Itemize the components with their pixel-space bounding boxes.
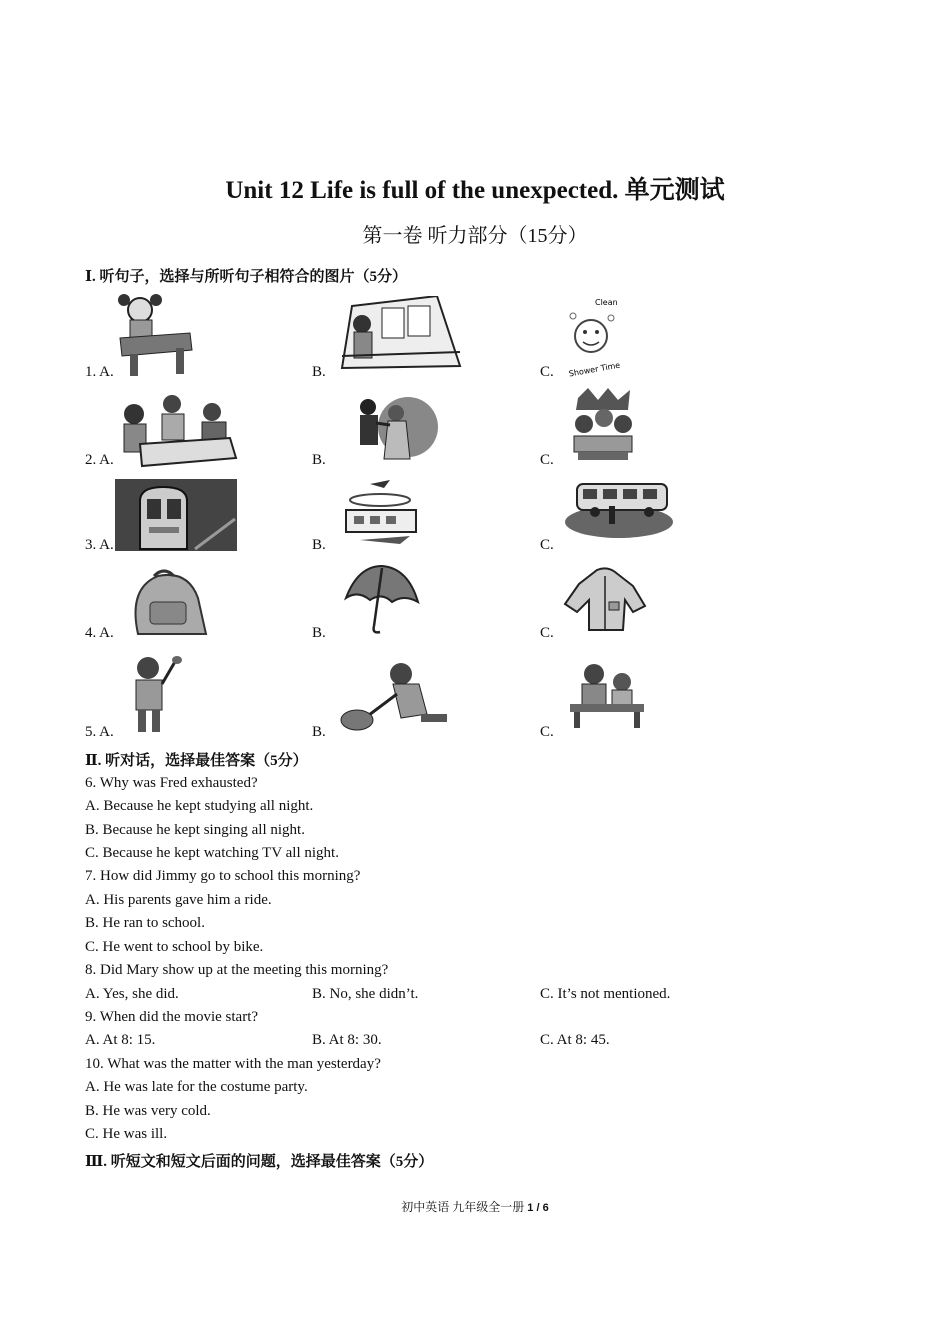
row-2-label-a: 2. A.	[85, 452, 114, 468]
row-1-label-c: C.	[540, 364, 554, 380]
page-title: Unit 12 Life is full of the unexpected. 单元测试	[225, 177, 725, 204]
row-5-label-b: B.	[312, 724, 326, 740]
row-4-label-b: B.	[312, 625, 326, 641]
question-7-option-c: C. He went to school by bike.	[85, 939, 264, 955]
clean-text: Clean	[595, 298, 618, 307]
section-2-heading: Ⅱ. 听对话，选择最佳答案（5分）	[85, 753, 308, 769]
boy-vacuuming-picture	[335, 658, 450, 734]
row-1-label-b: B.	[312, 364, 326, 380]
row-5-label-c: C.	[540, 724, 554, 740]
question-6-option-c: C. Because he kept watching TV all night.	[85, 845, 339, 861]
bus-stop-picture	[563, 478, 675, 540]
question-10-option-a: A. He was late for the costume party.	[85, 1079, 308, 1095]
backpack-picture	[118, 568, 213, 638]
family-on-bench-picture	[566, 660, 648, 730]
question-10-option-c: C. He was ill.	[85, 1126, 168, 1142]
row-3-label-c: C.	[540, 537, 554, 553]
row-2-label-b: B.	[312, 452, 326, 468]
question-6: 6. Why was Fred exhausted?	[85, 775, 258, 791]
question-9-option-c: C. At 8: 45.	[540, 1032, 610, 1048]
footer-text: 初中英语 九年级全一册	[401, 1200, 528, 1214]
page-number: 1 / 6	[527, 1202, 549, 1214]
page-footer	[0, 1198, 950, 1215]
question-8-option-c: C. It’s not mentioned.	[540, 986, 671, 1002]
question-10-option-b: B. He was very cold.	[85, 1103, 211, 1119]
raincoat-picture	[563, 566, 647, 634]
row-4-label-c: C.	[540, 625, 554, 641]
question-7-option-a: A. His parents gave him a ride.	[85, 892, 272, 908]
row-3-label-b: B.	[312, 537, 326, 553]
section-3-heading: Ⅲ. 听短文和短文后面的问题，选择最佳答案（5分）	[85, 1154, 434, 1170]
question-8-option-b: B. No, she didn’t.	[312, 986, 419, 1002]
question-7: 7. How did Jimmy go to school this morning?	[85, 868, 361, 884]
row-1-label-a: 1. A.	[85, 364, 114, 380]
row-2-label-c: C.	[540, 452, 554, 468]
girl-cooking-picture	[122, 654, 184, 736]
people-at-table-picture	[112, 392, 242, 470]
girl-at-desk-picture	[110, 288, 195, 378]
woman-on-train-picture	[332, 296, 462, 374]
question-10: 10. What was the matter with the man yesterday?	[85, 1056, 381, 1072]
page-subtitle: 第一卷 听力部分（15分）	[362, 225, 588, 247]
question-6-option-b: B. Because he kept singing all night.	[85, 822, 305, 838]
subway-train-picture	[115, 479, 237, 551]
question-7-option-b: B. He ran to school.	[85, 915, 205, 931]
question-9-option-a: A. At 8: 15.	[85, 1032, 156, 1048]
question-8: 8. Did Mary show up at the meeting this morning?	[85, 962, 389, 978]
question-6-option-a: A. Because he kept studying all night.	[85, 798, 314, 814]
row-3-label-a: 3. A.	[85, 537, 114, 553]
shower-time-picture	[565, 296, 625, 380]
umbrella-picture	[342, 562, 420, 636]
row-5-label-a: 5. A.	[85, 724, 114, 740]
section-1-heading: Ⅰ. 听句子，选择与所听句子相符合的图片（5分）	[85, 269, 408, 285]
question-9: 9. When did the movie start?	[85, 1009, 259, 1025]
children-party-picture	[568, 388, 638, 466]
row-4-label-a: 4. A.	[85, 625, 114, 641]
dancing-couple-picture	[338, 393, 438, 473]
question-8-option-a: A. Yes, she did.	[85, 986, 179, 1002]
question-9-option-b: B. At 8: 30.	[312, 1032, 382, 1048]
shower-time-text: Shower Time	[568, 360, 621, 379]
airplane-airport-picture	[340, 474, 425, 550]
